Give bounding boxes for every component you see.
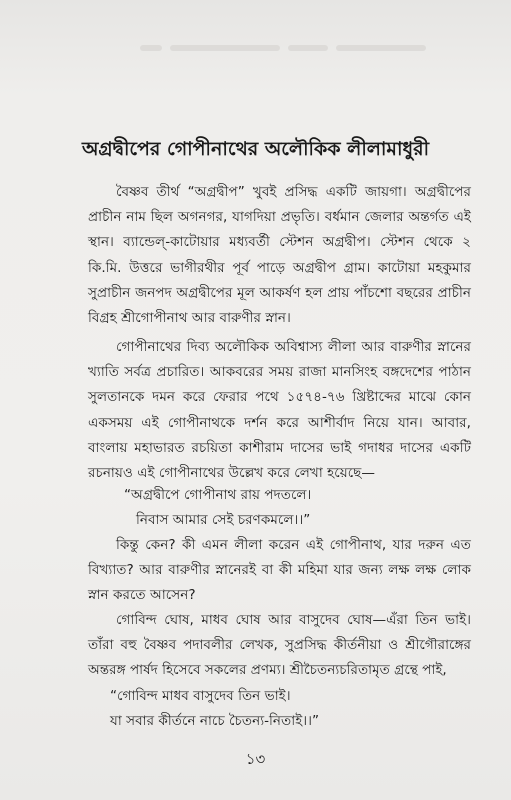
page-number: ১৩ <box>245 750 266 768</box>
paragraph-4: গোবিন্দ ঘোষ, মাধব ঘোষ আর বাসুদেব ঘোষ—এঁরা তিন ভাই। তাঁরা বহু বৈষ্ণব পদাবলীর লেখক, সুপ্রসিদ্ধ কীর্তনীয়া ও শ্রীগৌরাঙ্গের অন্তরঙ্গ পার্ষদ হিসেবে সকলের প্রণম্য। শ্রীচৈতন্যচরিতামৃত গ্রন্থে পাই, <box>88 612 471 679</box>
verse-2 <box>110 684 319 734</box>
verse-1-line-1: “অগ্রদ্বীপে গোপীনাথ রায় পদতলে। <box>124 487 312 503</box>
verse-2-line-2: যা সবার কীর্তনে নাচে চৈতন্য-নিতাই।।” <box>110 713 320 730</box>
bleed-through-header <box>140 40 480 54</box>
verse-1 <box>124 483 311 533</box>
chapter-title: অগ্রদ্বীপের গোপীনাথের অলৌকিক লীলামাধুরী <box>81 138 430 160</box>
verse-2-line-1: “গোবিন্দ মাধব বাসুদেব তিন ভাই। <box>110 688 291 704</box>
paragraph-1: বৈষ্ণব তীর্থ “অগ্রদ্বীপ” খুবই প্রসিদ্ধ একটি জায়গা। অগ্রদ্বীপের প্রাচীন নাম ছিল অগনগর, যাগদিয়া প্রভৃতি। বর্ধমান জেলার অন্তর্গত এই স্থান। ব্যান্ডেল্-কাটোয়ার মধ্যবর্তী স্টেশন অগ্রদ্বীপ। স্টেশন থেকে ২ কি.মি. উত্তরে ভাগীরথীর পূর্ব পাড়ে অগ্রদ্বীপ গ্রাম। কাটোয়া মহকুমার সুপ্রাচীন জনপদ অগ্রদ্বীপের মূল আকর্ষণ হল প্রায় পাঁচশো বছরের প্রাচীন বিগ্রহ শ্রীগোপীনাথ আর বারুণীর স্নান। <box>88 184 471 327</box>
verse-1-line-2: নিবাস আমার সেই চরণকমলে।।” <box>136 512 311 529</box>
paragraph-2: গোপীনাথের দিব্য অলৌকিক অবিশ্বাস্য লীলা আর বারুণীর স্নানের খ্যাতি সর্বত্র প্রচারিত। আকবরের সময় রাজা মানসিংহ বঙ্গদেশের পাঠান সুলতানকে দমন করে ফেরার পথে ১৫৭৪-৭৬ খ্রিষ্টাব্দের মাঝে কোন একসময় এই গোপীনাথকে দর্শন করে আশীর্বাদ নিয়ে যান। আবার, বাংলায় মহাভারত রচয়িতা কাশীরাম দাসের ভাই গদাধর দাসের একটি রচনায়ও এই গোপীনাথের উল্লেখ করে লেখা হয়েছে— <box>88 339 471 482</box>
paragraph-3: কিন্তু কেন? কী এমন লীলা করেন এই গোপীনাথ, যার দরুন এত বিখ্যাত? আর বারুণীর স্নানেরই বা কী মহিমা যার জন্য লক্ষ লক্ষ লোক স্নান করতে আসেন? <box>88 537 471 604</box>
